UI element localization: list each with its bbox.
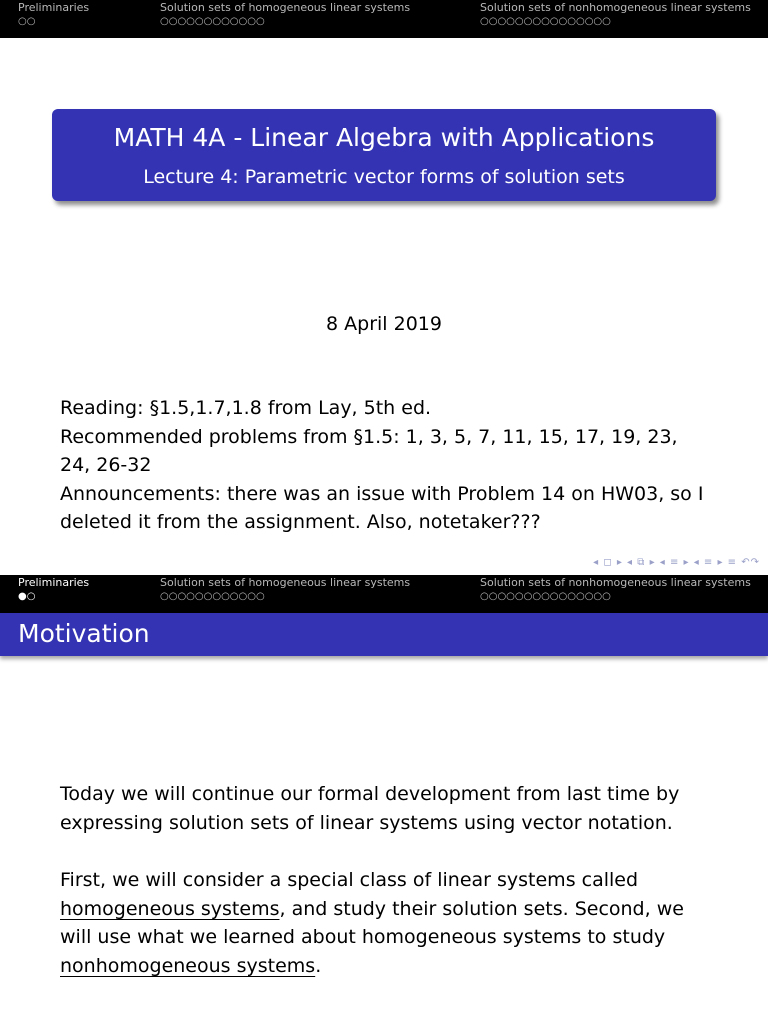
lecture-info (60, 394, 710, 537)
section-navbar (0, 575, 768, 613)
nav-section-homogeneous[interactable]: Solution sets of homogeneous linear systems (160, 1, 411, 14)
lecture-title: MATH 4A - Linear Algebra with Applications (113, 123, 655, 152)
recommended-problems-text: Recommended problems from §1.5: 1, 3, 5, 7, 11, 15, 17, 19, 23, 24, 26-32 (60, 425, 678, 476)
para2-text-b: , and study their solution sets. Second, we will use what we learned about homogeneous systems to study (60, 897, 684, 948)
nav-frame-dots-homogeneous[interactable]: ○○○○○○○○○○○○ (160, 591, 265, 602)
nav-frame-dots-homogeneous[interactable]: ○○○○○○○○○○○○ (160, 16, 265, 27)
motivation-paragraph-1: Today we will continue our formal development from last time by expressing solution sets of linear systems using vector notation. (60, 783, 680, 834)
nav-section-preliminaries[interactable]: Preliminaries (18, 576, 90, 589)
frame-title: Motivation (18, 619, 150, 648)
para2-text-c: . (315, 954, 322, 977)
nav-section-nonhomogeneous[interactable]: Solution sets of nonhomogeneous linear systems (480, 1, 751, 14)
nonhomogeneous-systems-term: nonhomogeneous systems (60, 954, 316, 977)
nav-frame-dots-preliminaries[interactable]: ●○ (18, 591, 36, 602)
nav-frame-dots-nonhomogeneous[interactable]: ○○○○○○○○○○○○○○○ (480, 591, 611, 602)
motivation-paragraph-2 (60, 866, 710, 980)
motivation-body (60, 780, 710, 1009)
beamer-navigation-controls[interactable]: ◂ ◻ ▸ ◂ ⧉ ▸ ◂ ≡ ▸ ◂ ≡ ▸ ≡ ↶↷ (593, 557, 760, 568)
frame-title-bar (0, 613, 768, 656)
nav-section-nonhomogeneous[interactable]: Solution sets of nonhomogeneous linear systems (480, 576, 751, 589)
nav-frame-dots-preliminaries[interactable]: ○○ (18, 16, 36, 27)
nav-section-homogeneous[interactable]: Solution sets of homogeneous linear systems (160, 576, 411, 589)
lecture-subtitle: Lecture 4: Parametric vector forms of solution sets (143, 166, 625, 188)
title-box (52, 109, 716, 201)
section-navbar (0, 0, 768, 38)
motivation-slide (0, 575, 768, 1024)
reading-text: Reading: §1.5,1.7,1.8 from Lay, 5th ed. (60, 397, 432, 419)
nav-frame-dots-nonhomogeneous[interactable]: ○○○○○○○○○○○○○○○ (480, 16, 611, 27)
para2-text-a: First, we will consider a special class of linear systems called (60, 869, 639, 891)
announcements-text: Announcements: there was an issue with Problem 14 on HW03, so I deleted it from the assignment. Also, notetaker??? (60, 482, 704, 533)
nav-section-preliminaries[interactable]: Preliminaries (18, 1, 90, 14)
lecture-date: 8 April 2019 (326, 313, 442, 335)
homogeneous-systems-term: homogeneous systems (60, 897, 280, 920)
